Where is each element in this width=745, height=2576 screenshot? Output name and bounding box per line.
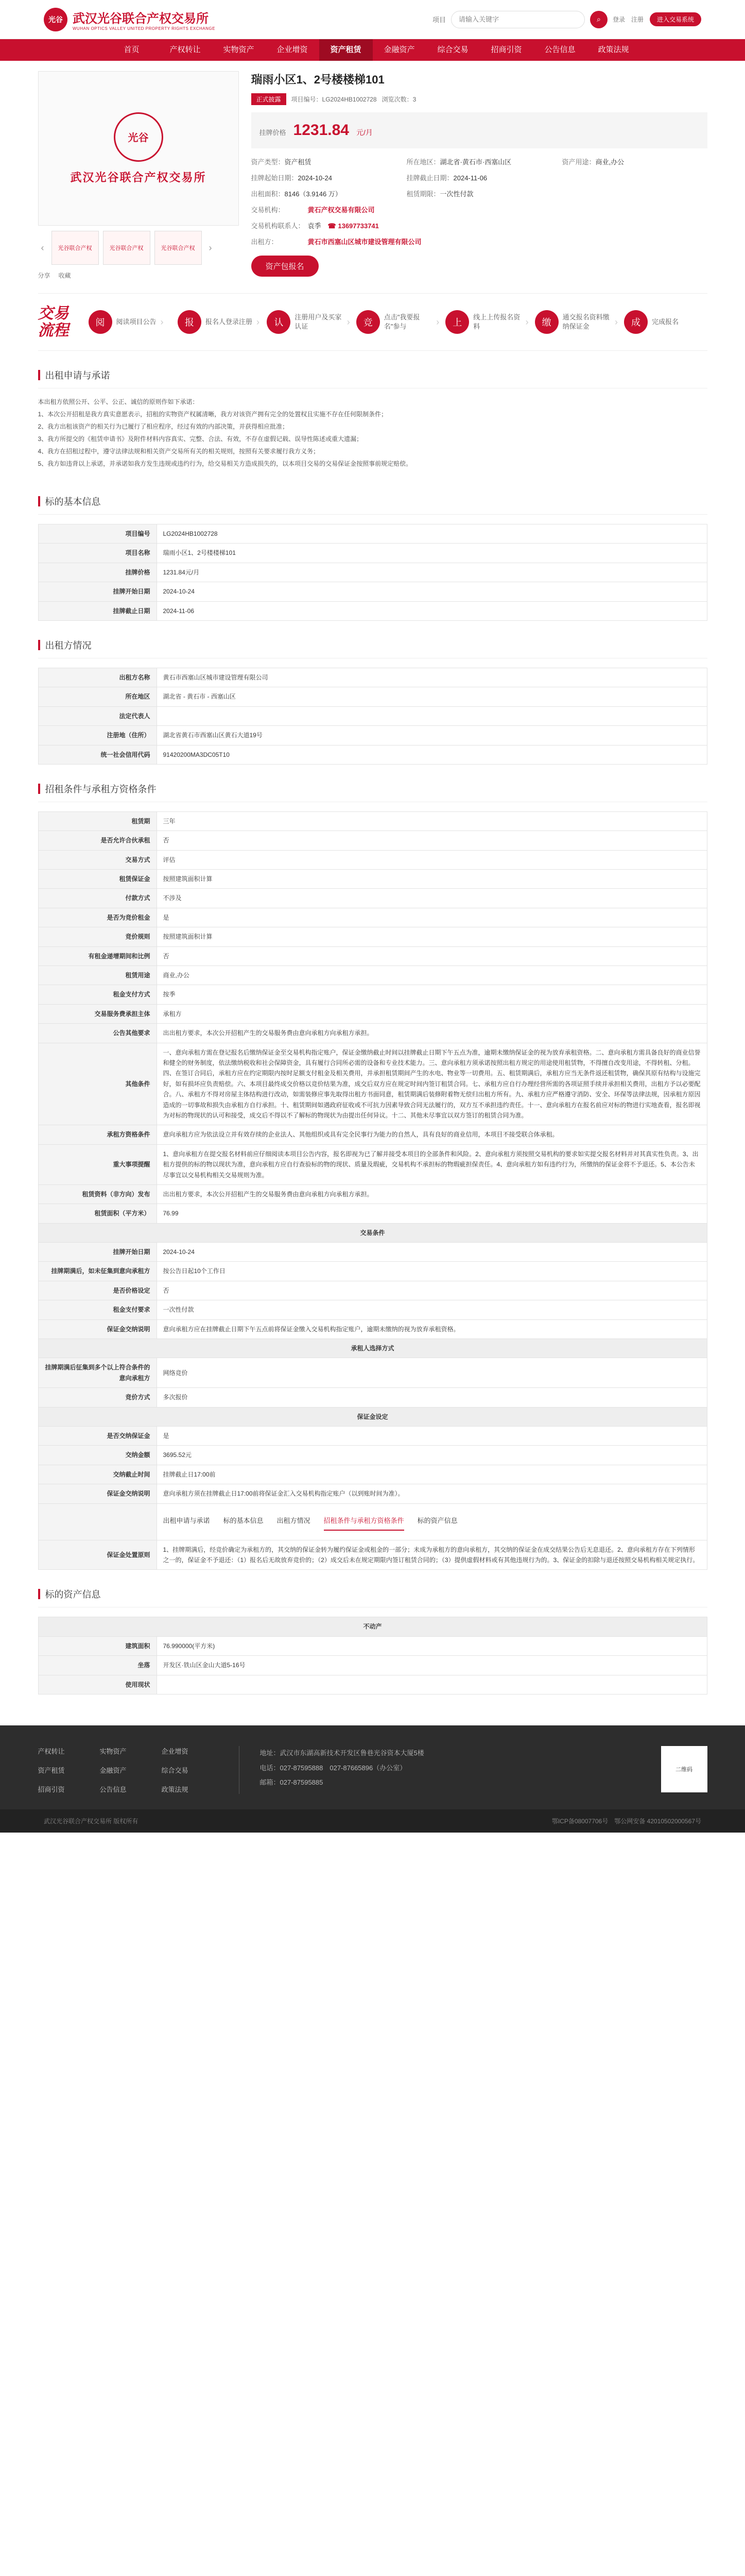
tab-notice[interactable]: 出租申请与承诺 bbox=[163, 1516, 210, 1524]
table-row: 交易方式 评估 bbox=[38, 850, 707, 869]
table-row: 租赁用途 商业,办公 bbox=[38, 966, 707, 985]
thumbnail-strip bbox=[38, 231, 239, 265]
nav-item-announcements[interactable]: 公告信息 bbox=[544, 45, 576, 54]
table-group-row: 不动产 bbox=[38, 1617, 707, 1636]
listing-price: 1231.84 bbox=[293, 122, 349, 139]
flow-step: 报 报名人登录注册 › bbox=[178, 310, 261, 334]
section-marker bbox=[38, 784, 40, 794]
chevron-right-icon[interactable]: › bbox=[209, 242, 212, 253]
section-tabs bbox=[163, 1510, 701, 1536]
asset-table bbox=[38, 1617, 707, 1694]
tab-asset[interactable]: 标的资产信息 bbox=[417, 1516, 458, 1524]
flow-step: 上 线上上传报名资料 › bbox=[445, 310, 528, 334]
table-row: 是否允许合伙承租 否 bbox=[38, 831, 707, 850]
section-title: 出租申请与承诺 bbox=[45, 370, 110, 381]
table-row: 保证金交纳说明 意向承租方应在挂牌截止日期下午五点前将保证金缴入交易机构指定账户，逾期未缴纳的视为放弃承租资格。 bbox=[38, 1319, 707, 1338]
main-nav bbox=[0, 39, 745, 61]
login-link[interactable]: 登录 bbox=[612, 16, 625, 23]
attr-end-date: 挂牌截止日期：2024-11-06 bbox=[406, 174, 488, 182]
share-button[interactable]: 分享 bbox=[38, 272, 50, 279]
table-row: 竞价方式 多次报价 bbox=[38, 1388, 707, 1407]
contact-label: 交易机构联系人： bbox=[251, 222, 305, 230]
attr-start-date: 挂牌起始日期：2024-10-24 bbox=[251, 174, 333, 182]
footer-link[interactable]: 招商引资 bbox=[38, 1785, 65, 1793]
qr-code: 二维码 bbox=[661, 1746, 707, 1792]
register-link[interactable]: 注册 bbox=[631, 16, 644, 23]
lessor-table bbox=[38, 668, 707, 765]
table-row: 挂牌价格 1231.84元/月 bbox=[38, 563, 707, 582]
project-attributes bbox=[251, 157, 707, 198]
section-marker bbox=[38, 640, 40, 650]
footer-link[interactable]: 企业增资 bbox=[161, 1747, 188, 1755]
site-logo[interactable] bbox=[44, 8, 215, 31]
check-icon: 成 bbox=[624, 310, 648, 334]
flow-step: 竞 点击"我要报名"参与 › bbox=[356, 310, 439, 334]
thumbnail[interactable]: 光谷联合产权 bbox=[51, 231, 99, 265]
flow-step: 缴 通交报名资料缴纳保证金 › bbox=[535, 310, 618, 334]
footer-link[interactable]: 金融资产 bbox=[99, 1766, 127, 1774]
nav-item-financial-assets[interactable]: 金融资产 bbox=[384, 45, 415, 54]
nav-item-physical-assets[interactable]: 实物资产 bbox=[223, 45, 254, 54]
arrow-right-icon: › bbox=[525, 316, 529, 327]
search-area bbox=[432, 11, 701, 28]
attr-usage: 资产用途：商业,办公 bbox=[562, 158, 625, 166]
search-type-select[interactable]: 项目 bbox=[432, 16, 446, 24]
table-row: 建筑面积 76.990000(平方米) bbox=[38, 1636, 707, 1655]
table-row: 重大事项提醒 1、意向承租方在提交报名材料前应仔细阅读本项目公告内容，报名即视为已了解并接受本项目的全部条件和风险。2、意向承租方须按照交易机构的要求如实提交报名材料并对其真实性负责。3、出租方提供的标的物以现状为准，意向承租方应自行查验标的物的现状、质量及瑕疵，交易机构不承担标的物瑕疵担保责任。4、意向承租方如有违约行为，所缴纳的保证金将不予退还。5、本公告未尽事宜以交易机构相关交易规则为准。 bbox=[38, 1144, 707, 1184]
attr-lease-term: 租赁期限：一次性付款 bbox=[406, 190, 474, 198]
price-label: 挂牌价格 bbox=[259, 129, 286, 137]
flow-title: 交易流程 bbox=[38, 305, 69, 339]
favorite-button[interactable]: 收藏 bbox=[58, 272, 71, 279]
table-row: 挂牌期满后，如未征集到意向承租方 按公告日起10个工作日 bbox=[38, 1262, 707, 1281]
footer-link[interactable]: 产权转让 bbox=[38, 1747, 65, 1755]
logo-title: 武汉光谷联合产权交易所 bbox=[73, 11, 209, 26]
table-row: 是否交纳保证金 是 bbox=[38, 1426, 707, 1445]
notice-text: 本出租方依照公开、公平、公正、诚信的原则作如下承诺： 1、本次公开招租是我方真实意愿表示，招租的实物资产权属清晰，我方对该资产拥有完全的处置权且实施不存在任何限制条件； 2、我方出租该资产的相关行为已履行了相应程序，经过有效的内部决策，并获得相应批准； 3、我方所提交的《租赁申请书》及附件材料内容真实、完整、合法、有效，不存在虚假记载、误导性陈述或重大遗漏； 4、我方在招租过程中，遵守法律法规和相关资产交易所有关的相关规则，按照有关要求履行我方义务； 5、我方如违背以上承诺，并承诺如我方发生违规或违约行为，给交易相关方造成损失的，以本项目交易的交易保证金按照事前规定赔偿。 bbox=[38, 398, 412, 467]
search-icon[interactable]: ⌕ bbox=[590, 11, 608, 28]
table-row: 注册地（住所） 湖北省黄石市西塞山区黄石大道19号 bbox=[38, 726, 707, 745]
project-info bbox=[251, 71, 707, 280]
table-row: 挂牌截止日期 2024-11-06 bbox=[38, 601, 707, 620]
section-marker bbox=[38, 1589, 40, 1599]
project-meta bbox=[251, 93, 707, 105]
table-row: 是否价格设定 否 bbox=[38, 1281, 707, 1300]
table-row: 坐落 开发区·铁山区金山大道5-16号 bbox=[38, 1656, 707, 1675]
price-box bbox=[251, 112, 707, 148]
top-header bbox=[0, 0, 745, 39]
nav-item-leasing[interactable]: 资产租赁 bbox=[319, 39, 373, 61]
table-row: 使用现状 bbox=[38, 1675, 707, 1694]
tab-basic-info[interactable]: 标的基本信息 bbox=[223, 1516, 264, 1524]
table-row: 出租方名称 黄石市西塞山区城市建设管理有限公司 bbox=[38, 668, 707, 687]
contact-value: 袁季 ☎ 13697733741 bbox=[307, 222, 379, 230]
apply-button[interactable]: 资产包报名 bbox=[251, 256, 319, 277]
payment-icon: 缴 bbox=[535, 310, 559, 334]
table-row: 租赁期 三年 bbox=[38, 811, 707, 831]
table-row: 是否为竞价租金 是 bbox=[38, 908, 707, 927]
nav-item-investment[interactable]: 招商引资 bbox=[491, 45, 522, 54]
upload-icon: 上 bbox=[445, 310, 469, 334]
read-icon: 阅 bbox=[89, 310, 112, 334]
footer-address: 地址：武汉市东湖高新技术开发区鲁巷光谷资本大厦5楼 bbox=[259, 1749, 424, 1757]
table-row: 保证金交纳说明 意向承租方须在挂牌截止日17:00前将保证金汇入交易机构指定账户（以到账时间为准）。 bbox=[38, 1484, 707, 1503]
nav-item-comprehensive[interactable]: 综合交易 bbox=[437, 45, 469, 54]
flow-step: 认 注册用户及买家认证 › bbox=[267, 310, 350, 334]
tab-lessor[interactable]: 出租方情况 bbox=[276, 1516, 310, 1524]
status-badge: 正式披露 bbox=[251, 93, 286, 105]
footer-link[interactable]: 实物资产 bbox=[99, 1747, 127, 1755]
view-count: 浏览次数：3 bbox=[382, 96, 417, 103]
tab-conditions[interactable]: 招租条件与承租方资格条件 bbox=[324, 1515, 404, 1531]
table-row: 竞价规则 按照建筑面积计算 bbox=[38, 927, 707, 946]
nav-item-equity[interactable]: 产权转让 bbox=[169, 45, 201, 54]
table-row: 租赁资料（非方向）发布 出出租方要求，本次公开招租产生的交易服务费由意向承租方向承租方承担。 bbox=[38, 1184, 707, 1204]
section-title: 招租条件与承租方资格条件 bbox=[45, 784, 157, 794]
attr-empty bbox=[562, 173, 707, 182]
attr-asset-type: 资产类型：资产租赁 bbox=[251, 158, 311, 166]
table-row: 有租金递增期间和比例 否 bbox=[38, 946, 707, 965]
flow-step: 阅 阅读项目公告 › bbox=[89, 310, 171, 334]
footer-link[interactable]: 政策法规 bbox=[161, 1785, 188, 1793]
register-icon: 报 bbox=[178, 310, 201, 334]
share-bar bbox=[38, 271, 239, 280]
section-lessor bbox=[38, 638, 707, 765]
table-row: 租赁保证金 按照建筑面积计算 bbox=[38, 870, 707, 889]
logo-emblem: 光谷 bbox=[44, 8, 67, 31]
phone-number[interactable]: 13697733741 bbox=[338, 222, 379, 230]
section-title: 标的资产信息 bbox=[45, 1589, 101, 1600]
lessor-value: 黄石市西塞山区城市建设管理有限公司 bbox=[307, 238, 422, 246]
table-row: 挂牌期满后征集到多个以上符合条件的意向承租方 网络竞价 bbox=[38, 1358, 707, 1388]
section-conditions bbox=[38, 782, 707, 1570]
section-marker bbox=[38, 496, 40, 506]
contact-info bbox=[251, 205, 707, 246]
icp-record[interactable]: 鄂ICP备08007706号 鄂公网安备 42010502000567号 bbox=[551, 1817, 701, 1825]
table-row: 承租方资格条件 意向承租方应为依法设立并有效存续的企业法人、其他组织或具有完全民事行为能力的自然人，具有良好的商业信用，本项目不接受联合体承租。 bbox=[38, 1125, 707, 1144]
table-row: 租金支付方式 按季 bbox=[38, 985, 707, 1004]
footer-link[interactable]: 资产租赁 bbox=[38, 1766, 65, 1774]
main-image[interactable] bbox=[38, 71, 239, 226]
copyright: 武汉光谷联合产权交易所 版权所有 bbox=[44, 1817, 138, 1825]
signup-icon: 竞 bbox=[356, 310, 380, 334]
table-row: 统一社会信用代码 91420200MA3DC05T10 bbox=[38, 745, 707, 764]
phone-icon: ☎ bbox=[327, 222, 336, 230]
logo-subtitle: WUHAN OPTICS VALLEY UNITED PROPERTY RIGHTS EXCHANGE bbox=[73, 26, 215, 31]
search-input[interactable] bbox=[451, 11, 585, 28]
trade-system-button[interactable]: 进入交易系统 bbox=[650, 12, 701, 26]
thumbnail[interactable]: 光谷联合产权 bbox=[103, 231, 150, 265]
table-group-row: 承租人选择方式 bbox=[38, 1339, 707, 1358]
nav-item-home[interactable]: 首页 bbox=[124, 45, 140, 54]
arrow-right-icon: › bbox=[436, 316, 440, 327]
verify-icon: 认 bbox=[267, 310, 290, 334]
top-links bbox=[613, 12, 701, 26]
table-row: 保证金处置原则 1、挂牌期满后，经竞价确定为承租方的，其交纳的保证金转为履约保证金或租金的一部分；未成为承租方的意向承租方，其交纳的保证金在成交结果公告后无息退还。2、意向承租方存在下列情形之一的，保证金不予退还：（1）报名后无故放弃竞价的；（2）成交后未在规定期限内签订租赁合同的；（3）提供虚假材料或有其他违规行为的。3、保证金的扣除与退还按照交易机构相关规定执行。 bbox=[38, 1540, 707, 1570]
section-title: 出租方情况 bbox=[45, 640, 92, 651]
project-hero bbox=[38, 61, 707, 293]
section-notice bbox=[38, 368, 707, 477]
table-row: 公告其他要求 出出租方要求，本次公开招租产生的交易服务费由意向承租方向承租方承担。 bbox=[38, 1024, 707, 1043]
footer-links bbox=[38, 1746, 218, 1794]
footer-phone: 电话：027-87595888 027-87665896（办公室） bbox=[259, 1764, 407, 1772]
attr-area: 出租面积：8146（3.9146 万） bbox=[251, 190, 342, 198]
basic-info-table bbox=[38, 524, 707, 621]
footer-contact bbox=[260, 1746, 640, 1794]
arrow-right-icon: › bbox=[160, 316, 164, 327]
footer-bottom bbox=[0, 1809, 745, 1833]
org-value: 黄石产权交易有限公司 bbox=[307, 206, 375, 214]
table-row: 挂牌开始日期 2024-10-24 bbox=[38, 1243, 707, 1262]
watermark-emblem: 光谷 bbox=[114, 112, 163, 162]
chevron-left-icon[interactable]: ‹ bbox=[41, 242, 44, 253]
table-row: 所在地区 湖北省 - 黄石市 - 西塞山区 bbox=[38, 687, 707, 706]
footer-link[interactable]: 公告信息 bbox=[99, 1785, 127, 1793]
nav-item-capital-increase[interactable]: 企业增资 bbox=[276, 45, 308, 54]
attr-region: 所在地区：湖北省·黄石市·西塞山区 bbox=[406, 158, 512, 166]
table-row: 付款方式 不涉及 bbox=[38, 889, 707, 908]
org-label: 交易机构： bbox=[251, 206, 285, 214]
lessor-label: 出租方： bbox=[251, 238, 278, 246]
thumbnail[interactable]: 光谷联合产权 bbox=[154, 231, 202, 265]
footer-email: 邮箱：027-87595885 bbox=[259, 1778, 323, 1787]
table-row: 租金支付要求 一次性付款 bbox=[38, 1300, 707, 1319]
table-row: 交易服务费承担主体 承租方 bbox=[38, 1004, 707, 1023]
table-row: 交纳金额 3695.52元 bbox=[38, 1446, 707, 1465]
other-conditions-text: 一、意向承租方需在登记报名后缴纳保证金至交易机构指定账户，保证金缴纳截止时间以挂牌截止日期下午五点为准，逾期未缴纳保证金的视为放弃承租资格。二、意向承租方需具备良好的商业信誉和健全的财务制度，依法缴纳税收和社会保障资金，具有履行合同所必需的设备和专业技术能力。三、意向承租方须承诺按照出租方规定的用途使用租赁物，不得擅自改变用途，不得转租、分租。四、在签订合同后，承租方应在约定期限内按时足额支付租金及相关费用，并承担租赁期间产生的水电、物业等一切费用。五、租赁期满后，承租方应当无条件返还租赁物，确保其原有结构与设施完好，如有损坏应负责赔偿。六、本项目最终成交价格以竞价结果为准，成交后双方应在规定时间内签订租赁合同。七、承租方应自行办理经营所需的各项证照手续并承担相关费用，出租方予以必要配合。八、承租方不得对房屋主体结构进行改动，如需装修应事先取得出租方书面同意，租赁期满后装修附着物无偿归出租方所有。九、承租方应严格遵守消防、安全、环保等法律法规，因承租方原因造成的一切事故和损失由承租方自行承担。十、租赁期间如遇政府征收或不可抗力因素导致合同无法履行的，双方互不承担违约责任。十一、意向承租方在报名前应对标的物进行实地查看，报名即视为对标的物现状的认可和接受，成交后不得以不了解标的物现状为由提出任何异议。十二、其他未尽事宜以双方签订的租赁合同为准。 bbox=[157, 1043, 707, 1125]
flow-step: 成 完成报名 bbox=[624, 310, 707, 334]
arrow-right-icon: › bbox=[256, 316, 259, 327]
image-gallery bbox=[38, 71, 239, 280]
table-row bbox=[38, 1503, 707, 1540]
footer-link[interactable]: 综合交易 bbox=[161, 1766, 188, 1774]
price-unit: 元/月 bbox=[356, 128, 373, 137]
section-basic-info bbox=[38, 495, 707, 621]
nav-item-policies[interactable]: 政策法规 bbox=[598, 45, 629, 54]
arrow-right-icon: › bbox=[615, 316, 618, 327]
arrow-right-icon: › bbox=[346, 316, 350, 327]
table-row: 项目编号 LG2024HB1002728 bbox=[38, 524, 707, 544]
table-row: 交纳截止时间 挂牌截止日17:00前 bbox=[38, 1465, 707, 1484]
section-marker bbox=[38, 370, 40, 380]
section-title: 标的基本信息 bbox=[45, 497, 101, 507]
site-footer bbox=[0, 1725, 745, 1809]
trade-flow bbox=[38, 293, 707, 351]
watermark-text: 武汉光谷联合产权交易所 bbox=[70, 171, 206, 184]
table-row: 法定代表人 bbox=[38, 706, 707, 725]
table-group-row: 保证金设定 bbox=[38, 1407, 707, 1426]
section-asset bbox=[38, 1587, 707, 1694]
project-title: 瑞雨小区1、2号楼楼梯101 bbox=[251, 73, 385, 86]
table-row: 挂牌开始日期 2024-10-24 bbox=[38, 582, 707, 601]
table-group-row: 交易条件 bbox=[38, 1223, 707, 1242]
conditions-table bbox=[38, 811, 707, 1570]
project-code: 项目编号：LG2024HB1002728 bbox=[291, 96, 377, 103]
table-row: 项目名称 瑞雨小区1、2号楼楼梯101 bbox=[38, 544, 707, 563]
table-row: 其他条件 一、意向承租方需在登记报名后缴纳保证金至交易机构指定账户，保证金缴纳截止时间以挂牌截止日期下午五点为准，逾期未缴纳保证金的视为放弃承租资格。二、意向承租方需具备良好的商业信誉和健全的财务制度，依法缴纳税收和社会保障资金，具有履行合同所必需的设备和专业技术能力。三、意向承租方须承诺按照出租方规定的用途使用租赁物，不得擅自改变用途，不得转租、分租。四、在签订合同后，承租方应在约定期限内按时足额支付租金及相关费用，并承担租赁期间产生的水电、物业等一切费用。五、租赁期满后，承租方应当无条件返还租赁物，确保其原有结构与设施完好，如有损坏应负责赔偿。六、本项目最终成交价格以竞价结果为准，成交后双方应在规定时间内签订租赁合同。七、承租方应自行办理经营所需的各项证照手续并承担相关费用，出租方予以必要配合。八、承租方不得对房屋主体结构进行改动，如需装修应事先取得出租方书面同意，租赁期满后装修附着物无偿归出租方所有。九、承租方应严格遵守消防、安全、环保等法律法规，因承租方原因造成的一切事故和损失由承租方自行承担。十、租赁期间如遇政府征收或不可抗力因素导致合同无法履行的，双方互不承担违约责任。十一、意向承租方在报名前应对标的物进行实地查看，报名即视为对标的物现状的认可和接受，成交后不得以不了解标的物现状为由提出任何异议。十二、其他未尽事宜以双方签订的租赁合同为准。 bbox=[38, 1043, 707, 1125]
table-row: 租赁面积（平方米） 76.99 bbox=[38, 1204, 707, 1223]
